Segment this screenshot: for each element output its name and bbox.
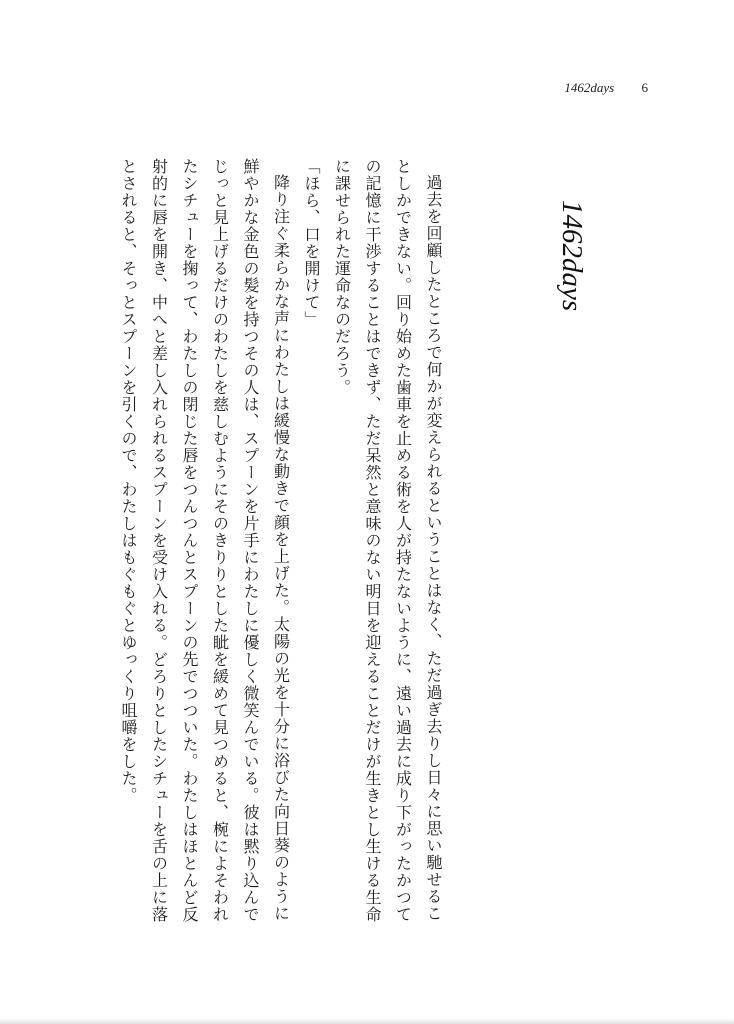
running-header bbox=[564, 80, 648, 96]
page-bottom-edge bbox=[0, 1018, 734, 1024]
paragraph-2: 降り注ぐ柔らかな声にわたしは緩慢な動きで顔を上げた。太陽の光を十分に浴びた向日葵のように鮮やかな金色の髪を持つその人は、スプーンを片手にわたしに優しく微笑んでいる。彼は黙り込んでじっと見上げるだけのわたしを慈しむようにそのきりりとした眦を緩めて見つめると、椀によそわれたシチューを掬って、わたしの閉じた唇をつんつんとスプーンの先でつついた。わたしはほとんど反射的に唇を開き、中へと差し入れられるスプーンを受け入れる。どろりとしたシチューを舌の上に落とされると、そっとスプーンを引くので、わたしはもぐもぐとゆっくり咀嚼をした。 bbox=[119, 158, 291, 923]
paragraph-dialogue: 「ほら、口を開けて」 bbox=[302, 158, 321, 328]
body-text bbox=[119, 158, 448, 938]
chapter-title: 1462days bbox=[556, 200, 588, 312]
page-number: 6 bbox=[641, 80, 648, 95]
running-title: 1462days bbox=[564, 80, 615, 95]
paragraph-1: 過去を回顧したところで何かが変えられるということはなく、ただ過ぎ去りし日々に思い馳せることしかできない。回り始めた歯車を止める術を人が持たないように、遠い過去に成り下がったかつての記憶に干渉することはできず、ただ呆然と意味のない明日を迎えることだけが生きとし生ける生命に課せられた運命なのだろう。 bbox=[332, 158, 443, 923]
